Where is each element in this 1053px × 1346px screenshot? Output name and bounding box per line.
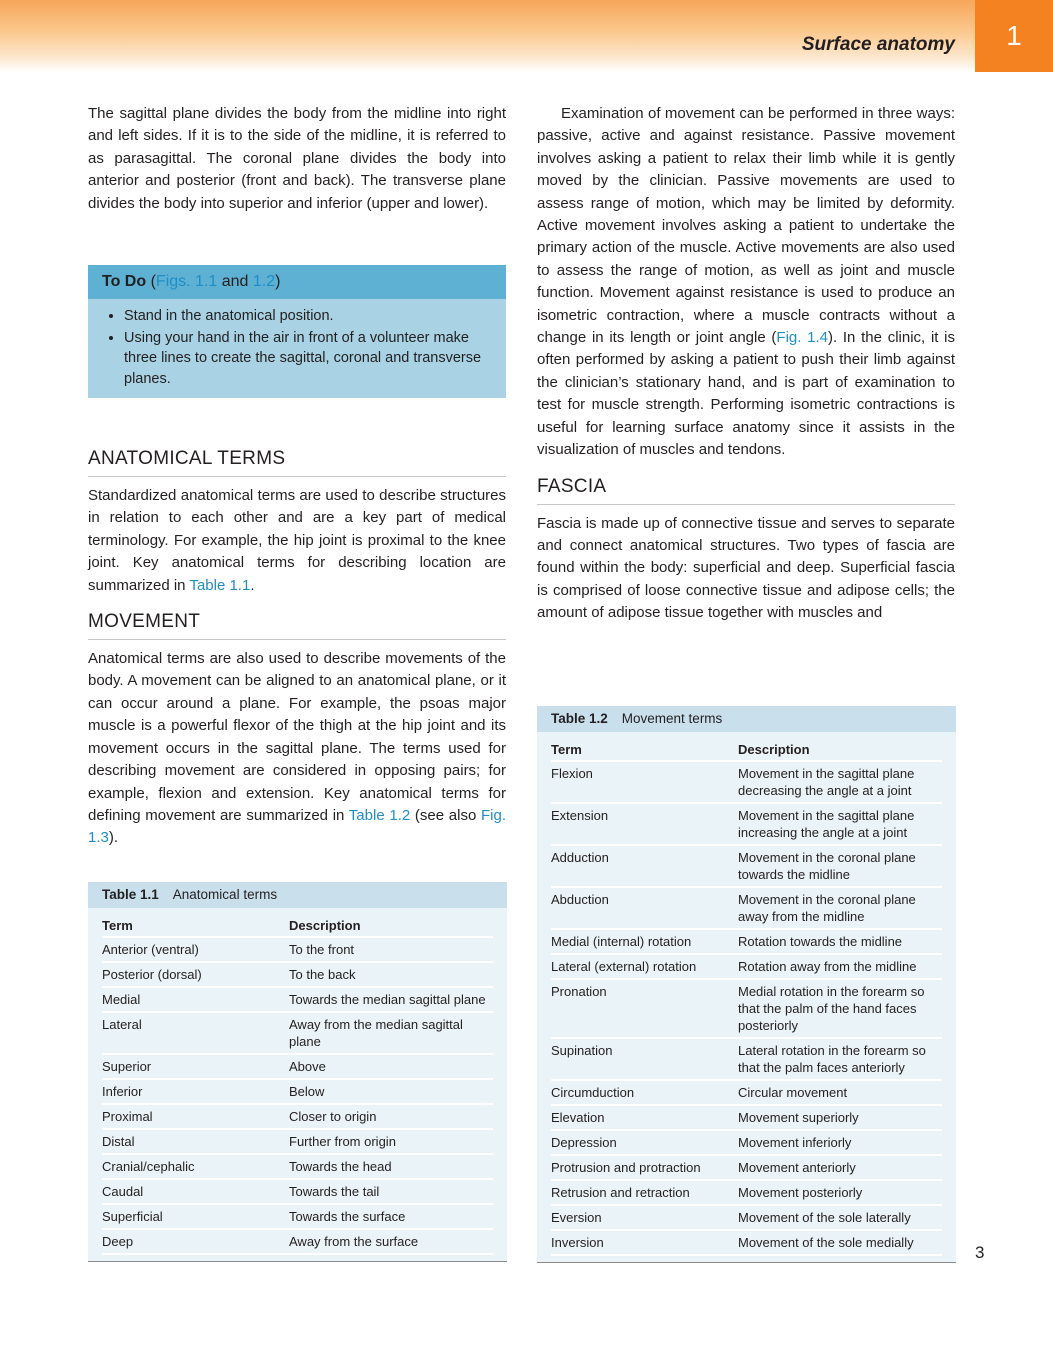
todo-list	[88, 299, 506, 389]
description-cell: Movement in the coronal plane away from the midline	[738, 887, 942, 929]
anatomical-terms-text: Standardized anatomical terms are used to describe structures in relation to each other and are a key part of medical terminology. For example, the hip joint is proximal to the knee joint. Key anatomical terms for describing location are summarized in	[88, 487, 506, 594]
description-cell: Away from the median sagittal plane	[289, 1012, 493, 1054]
column-header-description: Description	[738, 736, 942, 761]
description-cell: To the front	[289, 937, 493, 962]
table-row	[551, 761, 942, 803]
table-row	[102, 1129, 493, 1154]
term-cell: Depression	[551, 1130, 738, 1155]
examination-paragraph	[537, 103, 955, 462]
table-row	[551, 1230, 942, 1255]
column-header-term: Term	[102, 912, 289, 937]
description-cell: Lateral rotation in the forearm so that the palm faces anteriorly	[738, 1038, 942, 1080]
table-row	[551, 1205, 942, 1230]
table-header-row	[551, 736, 942, 761]
table-rows	[551, 761, 942, 1255]
term-cell: Medial (internal) rotation	[551, 929, 738, 954]
page-number: 3	[975, 1243, 985, 1262]
table-row	[102, 1054, 493, 1079]
table-row	[551, 1080, 942, 1105]
description-cell: Movement inferiorly	[738, 1130, 942, 1155]
left-column	[88, 103, 506, 850]
fig-1-3-link[interactable]: Fig. 1.3	[88, 806, 506, 847]
todo-open: (	[146, 273, 156, 291]
movement-text: Anatomical terms are also used to describe movements of the body. A movement can be aligned to an anatomical plane, or it can occur around a plane. For example, the psoas major muscle is a powerful flexor of the thigh at the hip joint and its movement occurs in the sagittal plane. The terms used for describing movement are considered in opposing pairs; for example, flexion and extension. Key anatomical terms for defining movement are summarized in	[88, 650, 506, 824]
table-1-2-link[interactable]: Table 1.2	[348, 806, 411, 824]
table-row	[102, 1179, 493, 1204]
movement-end: ).	[108, 829, 119, 847]
table-row	[551, 1155, 942, 1180]
todo-item: • Using your hand in the air in front of a volunteer make three lines to create the sagittal, coronal and transverse planes.	[124, 328, 490, 390]
description-cell: Below	[289, 1079, 493, 1104]
table-caption: Anatomical terms	[172, 887, 278, 902]
term-cell: Elevation	[551, 1105, 738, 1130]
term-cell: Posterior (dorsal)	[102, 962, 289, 987]
table-title	[88, 882, 507, 908]
table-row	[102, 987, 493, 1012]
table-row	[551, 1180, 942, 1205]
anatomical-terms-paragraph	[88, 485, 506, 597]
movement-mid: (see also	[410, 806, 481, 824]
table-label: Table 1.1	[102, 887, 159, 902]
description-cell: Closer to origin	[289, 1104, 493, 1129]
term-cell: Protrusion and protraction	[551, 1155, 738, 1180]
table-row	[102, 1204, 493, 1229]
description-cell: Above	[289, 1054, 493, 1079]
anatomical-terms-table	[102, 912, 493, 1255]
table-title	[537, 706, 956, 732]
table-header-row	[102, 912, 493, 937]
term-cell: Abduction	[551, 887, 738, 929]
table-row	[102, 1104, 493, 1129]
todo-item: • Stand in the anatomical position.	[124, 306, 490, 327]
term-cell: Supination	[551, 1038, 738, 1080]
todo-header	[88, 265, 506, 299]
table-row	[551, 1105, 942, 1130]
chapter-tab	[975, 0, 1053, 72]
table-rows	[102, 937, 493, 1254]
exam-text-1: Examination of movement can be performed in three ways: passive, active and against resistance. Passive movement involves asking a patient to relax their limb while it is gently moved by the clinician. Passive movements are used to assess range of motion, which may be limited by deformity. Active movement involves asking a patient to undertake the primary action of the muscle. Active movements are also used to assess the range of motion, as well as joint and muscle function. Movement against resistance is used to produce an isometric contraction, where a muscle contracts without a change in its length or joint angle (	[537, 105, 955, 347]
description-cell: Further from origin	[289, 1129, 493, 1154]
table-row	[551, 929, 942, 954]
term-cell: Lateral (external) rotation	[551, 954, 738, 979]
intro-paragraph: The sagittal plane divides the body from the midline into right and left sides. If it is to the side of the midline, it is referred to as parasagittal. The coronal plane divides the body into anterior and posterior (front and back). The transverse plane divides the body into superior and inferior (upper and lower).	[88, 105, 506, 212]
term-cell: Anterior (ventral)	[102, 937, 289, 962]
term-cell: Deep	[102, 1229, 289, 1254]
column-header-term: Term	[551, 736, 738, 761]
table-row	[102, 1012, 493, 1054]
description-cell: Movement anteriorly	[738, 1155, 942, 1180]
column-header-description: Description	[289, 912, 493, 937]
todo-fig-link-1[interactable]: Figs. 1.1	[155, 273, 218, 291]
heading-movement: MOVEMENT	[88, 611, 506, 640]
description-cell: Towards the surface	[289, 1204, 493, 1229]
table-row	[551, 803, 942, 845]
description-cell: Towards the tail	[289, 1179, 493, 1204]
anatomical-terms-end: .	[250, 576, 255, 594]
description-cell: Rotation away from the midline	[738, 954, 942, 979]
term-cell: Lateral	[102, 1012, 289, 1054]
term-cell: Superficial	[102, 1204, 289, 1229]
todo-label: To Do	[102, 273, 147, 291]
term-cell: Eversion	[551, 1205, 738, 1230]
exam-text-2: ). In the clinic, it is often performed by asking a patient to push their limb against the clinician’s stationary hand, and is part of examination to test for muscle strength. Performing isometric contractions is useful for learning surface anatomy since it assists in the visualization of muscles and tendons.	[537, 329, 956, 459]
running-head: Surface anatomy	[801, 34, 955, 55]
movement-paragraph	[88, 648, 506, 850]
right-column	[537, 103, 955, 625]
todo-fig-link-2[interactable]: 1.2	[252, 273, 276, 291]
heading-fascia: FASCIA	[537, 476, 955, 505]
table-caption: Movement terms	[621, 711, 723, 726]
table-row	[551, 1038, 942, 1080]
term-cell: Caudal	[102, 1179, 289, 1204]
todo-close: )	[275, 273, 281, 291]
table-row	[102, 1079, 493, 1104]
description-cell: Movement in the sagittal plane increasing the angle at a joint	[738, 803, 942, 845]
table-body	[537, 732, 956, 1263]
description-cell: Movement in the sagittal plane decreasing the angle at a joint	[738, 761, 942, 803]
table-body	[88, 908, 507, 1262]
table-row	[551, 845, 942, 887]
description-cell: Movement of the sole medially	[738, 1230, 942, 1255]
description-cell: Movement of the sole laterally	[738, 1205, 942, 1230]
table-row	[102, 1154, 493, 1179]
table-row	[551, 887, 942, 929]
term-cell: Distal	[102, 1129, 289, 1154]
description-cell: Movement in the coronal plane towards the midline	[738, 845, 942, 887]
todo-and: and	[217, 273, 253, 291]
description-cell: Towards the median sagittal plane	[289, 987, 493, 1012]
table-1-1	[88, 882, 507, 1262]
chapter-number: 1	[1006, 20, 1022, 51]
table-row	[551, 979, 942, 1038]
table-1-1-link[interactable]: Table 1.1	[189, 576, 251, 594]
table-row	[102, 962, 493, 987]
description-cell: Towards the head	[289, 1154, 493, 1179]
fascia-paragraph: Fascia is made up of connective tissue and serves to separate and connect anatomical structures. Two types of fascia are found within the body: superficial and deep. Superficial fascia is comprised of loose connective tissue and adipose cells; the amount of adipose tissue together with muscles and	[537, 514, 955, 622]
description-cell: Medial rotation in the forearm so that the palm of the hand faces posteriorly	[738, 979, 942, 1038]
table-row	[102, 1229, 493, 1254]
todo-box	[88, 265, 506, 398]
table-label: Table 1.2	[551, 711, 608, 726]
term-cell: Proximal	[102, 1104, 289, 1129]
fig-1-4-link[interactable]: Fig. 1.4	[776, 329, 828, 347]
description-cell: Circular movement	[738, 1080, 942, 1105]
term-cell: Pronation	[551, 979, 738, 1038]
table-row	[551, 1130, 942, 1155]
description-cell: To the back	[289, 962, 493, 987]
term-cell: Adduction	[551, 845, 738, 887]
term-cell: Cranial/cephalic	[102, 1154, 289, 1179]
description-cell: Away from the surface	[289, 1229, 493, 1254]
table-1-2	[537, 706, 956, 1263]
term-cell: Extension	[551, 803, 738, 845]
table-row	[551, 954, 942, 979]
term-cell: Flexion	[551, 761, 738, 803]
term-cell: Inferior	[102, 1079, 289, 1104]
term-cell: Retrusion and retraction	[551, 1180, 738, 1205]
movement-terms-table	[551, 736, 942, 1256]
description-cell: Movement posteriorly	[738, 1180, 942, 1205]
heading-anatomical-terms: ANATOMICAL TERMS	[88, 448, 506, 477]
term-cell: Superior	[102, 1054, 289, 1079]
term-cell: Inversion	[551, 1230, 738, 1255]
description-cell: Movement superiorly	[738, 1105, 942, 1130]
table-row	[102, 937, 493, 962]
term-cell: Circumduction	[551, 1080, 738, 1105]
term-cell: Medial	[102, 987, 289, 1012]
description-cell: Rotation towards the midline	[738, 929, 942, 954]
